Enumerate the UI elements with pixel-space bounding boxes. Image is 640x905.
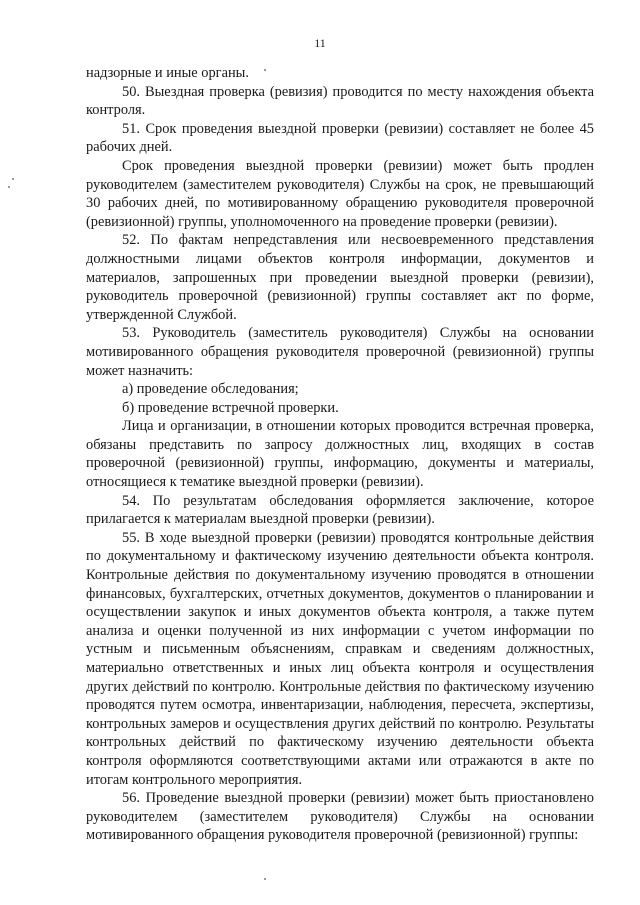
paragraph-55: 55. В ходе выездной проверки (ревизии) проводятся контрольные действия по документальному и фактическому изучению деятельности объекта контроля. Контрольные действия по документальному изучению проводятся в отношении финансовых, бухгалтерских, отчетных документов, документов о планировании и осуществлении закупок и иных документов объекта контроля, а также путем анализа и оценки полученной из них информации с учетом информации по устным и письменным объяснениям, справкам и сведениям должностных, материально ответственных и иных лиц объекта контроля и осуществления других действий по контролю. Контрольные действия по фактическому изучению проводятся путем осмотра, инвентаризации, наблюдения, пересчета, экспертизы, контрольных замеров и осуществления других действий по контролю. Результаты контрольных действий по фактическому изучению деятельности объекта контроля оформляются соответствующими актами или отражаются в акте по итогам контрольного мероприятия. — [86, 529, 594, 788]
scan-speck — [12, 178, 14, 180]
paragraph-51: 51. Срок проведения выездной проверки (ревизии) составляет не более 45 рабочих дней. — [86, 120, 594, 156]
scan-speck — [8, 186, 10, 188]
list-item-a: а) проведение обследования; — [122, 381, 299, 398]
document-body — [86, 64, 594, 845]
list-item-b: б) проведение встречной проверки. — [122, 399, 339, 416]
paragraph-52: 52. По фактам непредставления или несвоевременного представления должностными лицами объектов контроля информации, документов и материалов, запрошенных при проведении выездной проверки (ревизии), руководитель проверочной (ревизионной) группы составляет акт по форме, утвержденной Службой. — [86, 232, 594, 323]
scan-speck — [264, 878, 266, 880]
scan-speck — [264, 69, 266, 71]
paragraph-51-extension: Срок проведения выездной проверки (ревизии) может быть продлен руководителем (заместителем руководителя) Службы на срок, не превышающий 30 рабочих дней, по мотивированному обращению руководителя проверочной (ревизионной) группы, уполномоченного на проведение проверки (ревизии). — [86, 157, 594, 230]
paragraph-50: 50. Выездная проверка (ревизия) проводится по месту нахождения объекта контроля. — [86, 83, 594, 119]
paragraph-56: 56. Проведение выездной проверки (ревизии) может быть приостановлено руководителем (заместителем руководителя) Службы на основании мотивированного обращения руководителя проверочной (ревизионной) группы: — [86, 790, 594, 844]
page-number: 11 — [314, 36, 326, 50]
paragraph-continuation: надзорные и иные органы. — [86, 65, 249, 81]
paragraph-53: 53. Руководитель (заместитель руководителя) Службы на основании мотивированного обращения руководителя проверочной (ревизионной) группы может назначить: — [86, 325, 594, 379]
paragraph-54: 54. По результатам обследования оформляется заключение, которое прилагается к материалам выездной проверки (ревизии). — [86, 492, 594, 528]
paragraph-53-persons: Лица и организации, в отношении которых проводится встречная проверка, обязаны представить по запросу должностных лиц, входящих в состав проверочной (ревизионной) группы, информацию, документы и материалы, относящиеся к тематике выездной проверки (ревизии). — [86, 418, 594, 491]
